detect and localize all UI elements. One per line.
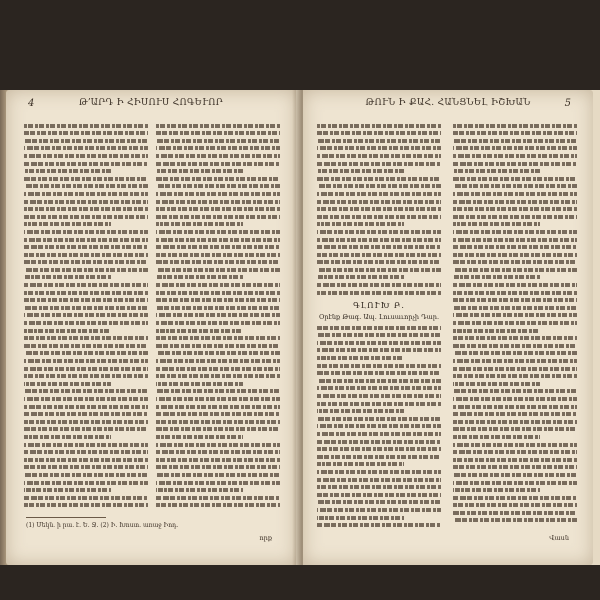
left-page bbox=[6, 90, 296, 565]
text-line bbox=[453, 488, 540, 492]
text-line bbox=[317, 207, 441, 211]
text-line bbox=[317, 222, 404, 226]
text-line bbox=[317, 379, 441, 383]
text-line bbox=[317, 238, 441, 242]
text-line bbox=[24, 238, 148, 242]
text-line bbox=[453, 458, 577, 462]
text-line bbox=[24, 389, 148, 393]
right-running-head: ԹՈՒՆ Ի ՔԱՀ. ՀԱՆՑՆԵԼ ԻՇԽԱՆ bbox=[365, 98, 531, 108]
text-line bbox=[24, 359, 148, 363]
left-running-head: Թ՚ԱՐԴ Ի ՀԻՍՈՒՍ ՀՈԳԵՒՈՐ bbox=[78, 98, 223, 108]
text-line bbox=[24, 496, 148, 500]
text-line bbox=[24, 344, 148, 348]
text-line bbox=[156, 139, 280, 143]
text-line bbox=[453, 412, 577, 416]
text-line bbox=[24, 397, 148, 401]
text-line bbox=[317, 455, 441, 459]
right-page-number: 5 bbox=[564, 98, 571, 109]
text-line bbox=[317, 192, 441, 196]
text-line bbox=[156, 192, 280, 196]
text-line bbox=[317, 200, 441, 204]
text-line bbox=[24, 329, 111, 333]
text-line bbox=[156, 389, 280, 393]
text-line bbox=[156, 268, 280, 272]
text-line bbox=[156, 215, 280, 219]
text-line bbox=[453, 184, 577, 188]
text-line bbox=[453, 359, 577, 363]
text-line bbox=[156, 298, 280, 302]
text-line bbox=[156, 344, 280, 348]
text-line bbox=[317, 131, 441, 135]
text-line bbox=[24, 124, 148, 128]
text-line bbox=[453, 496, 577, 500]
text-line bbox=[317, 230, 441, 234]
text-line bbox=[317, 333, 441, 337]
text-line bbox=[453, 518, 577, 522]
text-line bbox=[24, 351, 148, 355]
text-line bbox=[453, 374, 577, 378]
text-line bbox=[24, 177, 148, 181]
text-line bbox=[156, 283, 280, 287]
text-line bbox=[453, 329, 540, 333]
text-line bbox=[317, 275, 404, 279]
text-line bbox=[24, 336, 148, 340]
text-line bbox=[24, 382, 111, 386]
text-line bbox=[156, 458, 280, 462]
text-line bbox=[156, 131, 280, 135]
text-line bbox=[317, 124, 441, 128]
text-line bbox=[156, 146, 280, 150]
text-line bbox=[24, 260, 148, 264]
text-line bbox=[24, 450, 148, 454]
text-line bbox=[453, 397, 577, 401]
left-page-column-1 bbox=[24, 120, 148, 507]
text-line bbox=[156, 443, 280, 447]
text-line bbox=[317, 386, 441, 390]
text-line bbox=[156, 154, 280, 158]
text-line bbox=[453, 450, 577, 454]
text-line bbox=[317, 177, 441, 181]
text-line bbox=[156, 420, 280, 424]
right-page-header bbox=[303, 98, 593, 114]
text-line bbox=[317, 139, 441, 143]
text-line bbox=[317, 283, 441, 287]
right-page bbox=[303, 90, 593, 565]
section-subtitle: Օրէնք Թագ. Ապ. Լուսաւորչի Դար. bbox=[318, 312, 440, 321]
text-line bbox=[317, 402, 441, 406]
text-line bbox=[156, 427, 280, 431]
text-line bbox=[453, 306, 577, 310]
text-line bbox=[24, 154, 148, 158]
text-line bbox=[453, 473, 577, 477]
text-line bbox=[453, 124, 577, 128]
text-line bbox=[453, 443, 577, 447]
text-line bbox=[156, 184, 280, 188]
text-line bbox=[156, 503, 280, 507]
text-line bbox=[453, 139, 577, 143]
text-line bbox=[156, 465, 280, 469]
text-line bbox=[24, 313, 148, 317]
text-line bbox=[317, 447, 441, 451]
text-line bbox=[24, 488, 111, 492]
text-line bbox=[453, 405, 577, 409]
text-line bbox=[24, 481, 148, 485]
text-line bbox=[317, 440, 441, 444]
text-line bbox=[453, 253, 577, 257]
text-line bbox=[453, 465, 577, 469]
text-line bbox=[156, 230, 280, 234]
text-line bbox=[317, 432, 441, 436]
text-line bbox=[156, 336, 280, 340]
text-line bbox=[453, 382, 540, 386]
text-line bbox=[156, 450, 280, 454]
text-line bbox=[317, 291, 441, 295]
text-line bbox=[317, 260, 441, 264]
text-line bbox=[453, 268, 577, 272]
text-line bbox=[24, 473, 148, 477]
text-line bbox=[156, 169, 243, 173]
text-line bbox=[156, 275, 243, 279]
text-line bbox=[24, 275, 111, 279]
left-footnote: (1) Մեկն. ի րա. է. Ե. Ջ. (2) Ի. Խոստ. առաջ Իոդ. bbox=[26, 522, 179, 529]
text-line bbox=[156, 222, 243, 226]
text-line bbox=[24, 139, 148, 143]
text-line bbox=[24, 146, 148, 150]
text-line bbox=[453, 207, 577, 211]
text-line bbox=[24, 222, 111, 226]
text-line bbox=[24, 184, 148, 188]
text-line bbox=[317, 508, 441, 512]
text-line bbox=[156, 260, 280, 264]
text-line bbox=[156, 351, 280, 355]
text-line bbox=[156, 124, 280, 128]
text-line bbox=[317, 184, 441, 188]
text-line bbox=[156, 238, 280, 242]
text-line bbox=[156, 200, 280, 204]
text-line bbox=[24, 458, 148, 462]
text-line bbox=[24, 435, 111, 439]
text-line bbox=[453, 344, 577, 348]
text-line bbox=[453, 162, 577, 166]
text-line bbox=[156, 321, 280, 325]
text-line bbox=[24, 230, 148, 234]
text-line bbox=[156, 306, 280, 310]
text-line bbox=[156, 329, 243, 333]
text-line bbox=[317, 326, 441, 330]
text-line bbox=[317, 478, 441, 482]
text-line bbox=[24, 465, 148, 469]
text-line bbox=[24, 253, 148, 257]
text-line bbox=[24, 427, 148, 431]
text-line bbox=[156, 313, 280, 317]
text-line bbox=[453, 192, 577, 196]
left-page-column-2 bbox=[156, 120, 280, 507]
text-line bbox=[453, 389, 577, 393]
footnote-rule bbox=[26, 517, 106, 518]
text-line bbox=[24, 215, 148, 219]
text-line bbox=[156, 412, 280, 416]
text-line bbox=[156, 162, 280, 166]
text-line bbox=[453, 351, 577, 355]
text-line bbox=[317, 215, 441, 219]
text-line bbox=[317, 424, 441, 428]
text-line bbox=[24, 131, 148, 135]
left-page-number: 4 bbox=[28, 98, 35, 109]
text-line bbox=[24, 162, 148, 166]
text-line bbox=[317, 245, 441, 249]
right-page-column-2 bbox=[453, 120, 577, 522]
text-line bbox=[156, 253, 280, 257]
text-line bbox=[24, 207, 148, 211]
text-line bbox=[453, 154, 577, 158]
text-line bbox=[156, 397, 280, 401]
background-top bbox=[0, 0, 600, 90]
text-line bbox=[453, 420, 577, 424]
text-line bbox=[24, 443, 148, 447]
text-line bbox=[24, 420, 148, 424]
text-line bbox=[317, 364, 441, 368]
text-line bbox=[453, 177, 577, 181]
text-line bbox=[24, 245, 148, 249]
text-line bbox=[317, 341, 441, 345]
text-line bbox=[24, 200, 148, 204]
text-line bbox=[317, 523, 441, 527]
text-line bbox=[453, 435, 540, 439]
text-line bbox=[453, 298, 577, 302]
text-line bbox=[24, 374, 148, 378]
text-line bbox=[453, 291, 577, 295]
text-line bbox=[453, 146, 577, 150]
text-line bbox=[317, 493, 441, 497]
text-line bbox=[453, 222, 540, 226]
left-page-header bbox=[6, 98, 296, 114]
left-catchword: որք bbox=[259, 534, 272, 542]
text-line bbox=[317, 516, 404, 520]
text-line bbox=[317, 500, 441, 504]
text-line bbox=[317, 356, 404, 360]
text-line bbox=[24, 268, 148, 272]
text-line bbox=[156, 496, 280, 500]
text-line bbox=[453, 245, 577, 249]
text-line bbox=[453, 313, 577, 317]
text-line bbox=[317, 253, 441, 257]
text-line bbox=[24, 405, 148, 409]
text-line bbox=[24, 283, 148, 287]
text-line bbox=[156, 382, 243, 386]
text-line bbox=[156, 245, 280, 249]
text-line bbox=[24, 321, 148, 325]
text-line bbox=[317, 417, 441, 421]
text-line bbox=[317, 169, 404, 173]
text-line bbox=[317, 146, 441, 150]
background-bottom bbox=[0, 565, 600, 600]
text-line bbox=[453, 169, 540, 173]
text-line bbox=[156, 291, 280, 295]
text-line bbox=[156, 481, 280, 485]
right-page-column-1 bbox=[317, 120, 441, 527]
text-line bbox=[317, 485, 441, 489]
text-line bbox=[24, 306, 148, 310]
text-line bbox=[453, 260, 577, 264]
text-line bbox=[317, 470, 441, 474]
text-line bbox=[317, 162, 441, 166]
text-line bbox=[156, 177, 280, 181]
text-line bbox=[453, 230, 577, 234]
text-line bbox=[453, 283, 577, 287]
text-line bbox=[156, 207, 280, 211]
text-line bbox=[453, 275, 540, 279]
text-line bbox=[156, 435, 243, 439]
text-line bbox=[24, 412, 148, 416]
text-line bbox=[453, 481, 577, 485]
right-catchword: Վասն bbox=[549, 534, 569, 542]
text-line bbox=[156, 374, 280, 378]
text-line bbox=[317, 268, 441, 272]
section-title: ԳԼՈՒԽ Բ. bbox=[353, 300, 405, 310]
text-line bbox=[24, 298, 148, 302]
text-line bbox=[453, 511, 577, 515]
text-line bbox=[317, 462, 404, 466]
text-line bbox=[24, 169, 111, 173]
text-line bbox=[24, 291, 148, 295]
text-line bbox=[317, 371, 441, 375]
text-line bbox=[453, 131, 577, 135]
text-line bbox=[453, 367, 577, 371]
text-line bbox=[453, 321, 577, 325]
text-line bbox=[453, 427, 577, 431]
text-line bbox=[24, 367, 148, 371]
text-line bbox=[317, 409, 404, 413]
text-line bbox=[453, 200, 577, 204]
text-line bbox=[24, 503, 148, 507]
text-line bbox=[317, 154, 441, 158]
text-line bbox=[156, 488, 243, 492]
text-line bbox=[156, 367, 280, 371]
text-line bbox=[156, 359, 280, 363]
text-line bbox=[317, 348, 441, 352]
text-line bbox=[24, 192, 148, 196]
text-line bbox=[156, 405, 280, 409]
text-line bbox=[317, 394, 441, 398]
text-line bbox=[453, 238, 577, 242]
text-line bbox=[156, 473, 280, 477]
text-line bbox=[453, 215, 577, 219]
text-line bbox=[453, 336, 577, 340]
text-line bbox=[453, 503, 577, 507]
